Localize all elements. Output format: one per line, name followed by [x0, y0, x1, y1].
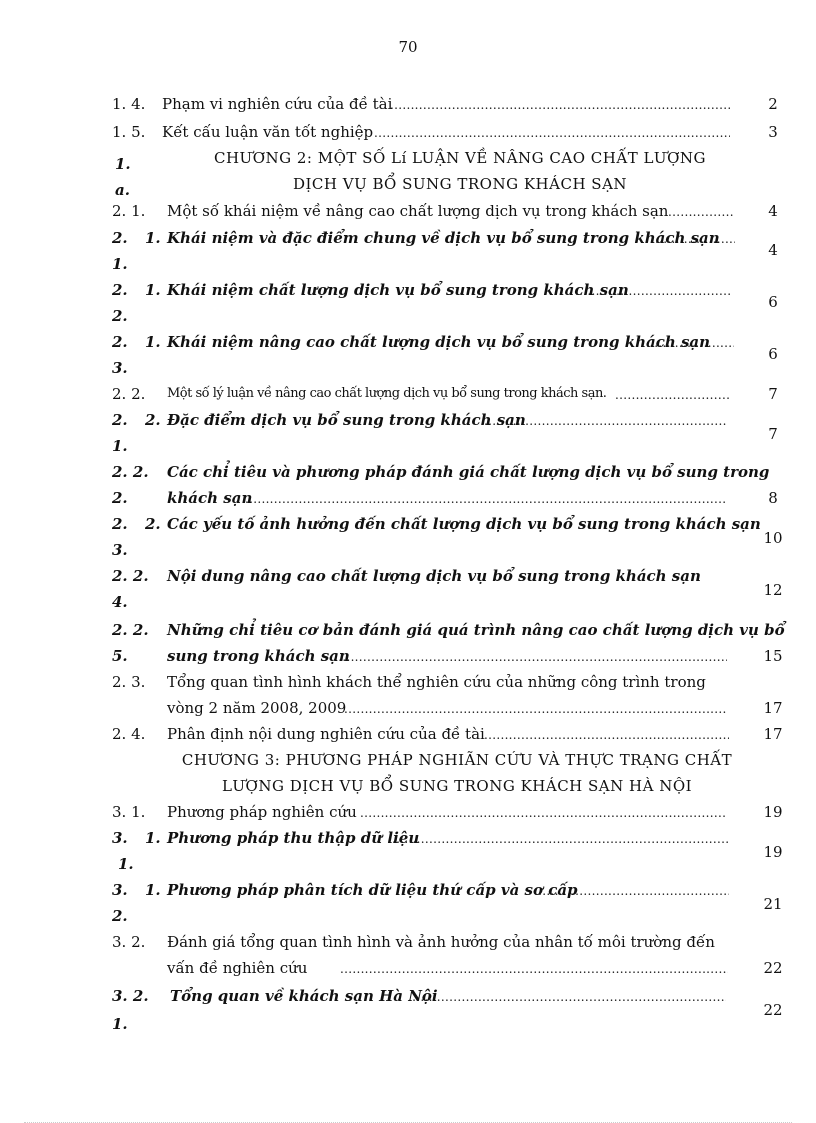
dot-leader [668, 201, 734, 222]
section-number: 3. [112, 829, 128, 847]
dot-leader [245, 488, 727, 509]
entry-title: vòng 2 năm 2008, 2009 [167, 699, 347, 717]
dot-leader [392, 828, 728, 849]
section-number: 2. 3. [112, 673, 146, 691]
dot-leader [390, 94, 730, 115]
section-number: 2. [112, 411, 128, 429]
section-number: 2. 2. [112, 567, 149, 585]
dot-leader [484, 410, 726, 431]
section-number: 3. [112, 881, 128, 899]
section-number: 2. [112, 229, 128, 247]
section-number: 2. [145, 411, 161, 429]
page-ref: 6 [768, 293, 778, 311]
section-number: 3. [112, 541, 128, 559]
section-number: 1. 5. [112, 123, 146, 141]
section-number: 2. [112, 907, 128, 925]
entry-title: Các chỉ tiêu và phương pháp đánh giá chất lượng dịch vụ bổ sung trong [167, 463, 770, 481]
dot-leader [408, 986, 726, 1007]
section-number: 1. [145, 281, 161, 299]
entry-title: Tổng quan tình hình khách thể nghiên cứu của những công trình trong [167, 673, 706, 691]
section-number: 3. 1. [112, 803, 146, 821]
page-ref: 15 [763, 647, 783, 665]
entry-title: Những chỉ tiêu cơ bản đánh giá quá trình nâng cao chất lượng dịch vụ bổ [167, 621, 785, 639]
section-number: 1. [145, 229, 161, 247]
dot-leader [655, 228, 735, 249]
section-number: 5. [112, 647, 128, 665]
dot-leader [646, 332, 734, 353]
chapter-title-line: CHƯƠNG 2: MỘT SỐ Lí LUẬN VỀ NÂNG CAO CHẤT LƯỢNG [214, 149, 706, 167]
dot-leader [344, 698, 727, 719]
section-number: 1. [145, 333, 161, 351]
section-number: 2. [112, 333, 128, 351]
page-ref: 22 [763, 1001, 783, 1019]
entry-title: vấn đề nghiên cứu [167, 959, 308, 977]
section-number: 2. 1. [112, 202, 146, 220]
entry-title: Một số lý luận về nâng cao chất lượng dịch vụ bổ sung trong khách sạn. [167, 386, 607, 401]
section-number: a. [115, 181, 130, 199]
entry-title: Kết cấu luận văn tốt nghiệp [162, 123, 374, 141]
dot-leader [330, 646, 727, 667]
page-ref: 17 [763, 699, 783, 717]
section-number: 1. [112, 255, 128, 273]
entry-title: Phạm vi nghiên cứu của đề tài [162, 95, 393, 113]
entry-title: Nội dung nâng cao chất lượng dịch vụ bổ sung trong khách sạn [167, 567, 701, 585]
page-ref: 8 [768, 489, 778, 507]
dot-leader [340, 958, 728, 979]
page-ref: 19 [763, 843, 783, 861]
page-ref: 17 [763, 725, 783, 743]
entry-title: Khái niệm và đặc điểm chung về dịch vụ bổ sung trong khách sạn [167, 229, 720, 247]
section-number: 2. [112, 515, 128, 533]
section-number: 1. 4. [112, 95, 146, 113]
page-ref: 4 [768, 241, 778, 259]
entry-title: Phương pháp nghiên cứu [167, 803, 357, 821]
page-ref: 21 [763, 895, 783, 913]
page-ref: 19 [763, 803, 783, 821]
entry-title: Phân định nội dung nghiên cứu của đề tài [167, 725, 485, 743]
section-number: 1. [118, 855, 134, 873]
chapter-title-line: DỊCH VỤ BỔ SUNG TRONG KHÁCH SẠN [292, 175, 628, 193]
entry-title: Tổng quan về khách sạn Hà Nội [170, 987, 438, 1005]
dot-leader [534, 880, 729, 901]
section-number: 3. 2. [112, 933, 146, 951]
dot-leader [484, 724, 729, 745]
section-number: 1. [115, 155, 131, 173]
entry-title: Phương pháp thu thập dữ liệu [167, 829, 420, 847]
dot-leader [360, 802, 726, 823]
page-ref: 3 [768, 123, 778, 141]
section-number: 3. 2. [112, 987, 149, 1005]
section-number: 2. 4. [112, 725, 146, 743]
section-number: 1. [112, 1015, 128, 1033]
entry-title: sung trong khách sạn [167, 647, 350, 665]
chapter-title-line: CHƯƠNG 3: PHƯƠNG PHÁP NGHIÃN CỨU VÀ THỰC TRẠNG CHẤT [181, 751, 733, 769]
section-number: 2. [112, 281, 128, 299]
dot-leader [374, 122, 730, 143]
entry-title: khách sạn [167, 489, 253, 507]
chapter-title-line: LƯỢNG DỊCH VỤ BỔ SUNG TRONG KHÁCH SẠN HÀ NỘI [221, 777, 693, 795]
section-number: 2. 2. [112, 463, 149, 481]
page-ref: 12 [763, 581, 783, 599]
entry-title: Các yếu tố ảnh hưởng đến chất lượng dịch vụ bổ sung trong khách sạn [167, 515, 761, 533]
entry-title: Đánh giá tổng quan tình hình và ảnh hưởng của nhân tố môi trường đến [167, 933, 715, 951]
page-ref: 10 [763, 529, 783, 547]
section-number: 1. [145, 829, 161, 847]
dot-leader [575, 280, 730, 301]
page-ref: 4 [768, 202, 778, 220]
entry-title: Đặc điểm dịch vụ bổ sung trong khách sạn [167, 411, 526, 429]
page-ref: 7 [768, 385, 778, 403]
page-number: 70 [398, 38, 418, 56]
section-number: 2. [112, 307, 128, 325]
section-number: 1. [112, 437, 128, 455]
section-number: 2. 2. [112, 621, 149, 639]
section-number: 2. [112, 489, 128, 507]
section-number: 3. [112, 359, 128, 377]
page-ref: 7 [768, 425, 778, 443]
entry-title: Một số khái niệm về nâng cao chất lượng dịch vụ trong khách sạn [167, 202, 669, 220]
section-number: 2. 2. [112, 385, 146, 403]
dot-leader [615, 384, 730, 405]
section-number: 2. [145, 515, 161, 533]
entry-title: Phương pháp phân tích dữ liệu thứ cấp và sơ cấp [167, 881, 578, 899]
page-ref: 6 [768, 345, 778, 363]
entry-title: Khái niệm chất lượng dịch vụ bổ sung trong khách sạn [167, 281, 629, 299]
section-number: 4. [112, 593, 128, 611]
page-ref: 22 [763, 959, 783, 977]
page-ref: 2 [768, 95, 778, 113]
section-number: 1. [145, 881, 161, 899]
entry-title: Khái niệm nâng cao chất lượng dịch vụ bổ sung trong khách sạn [167, 333, 711, 351]
